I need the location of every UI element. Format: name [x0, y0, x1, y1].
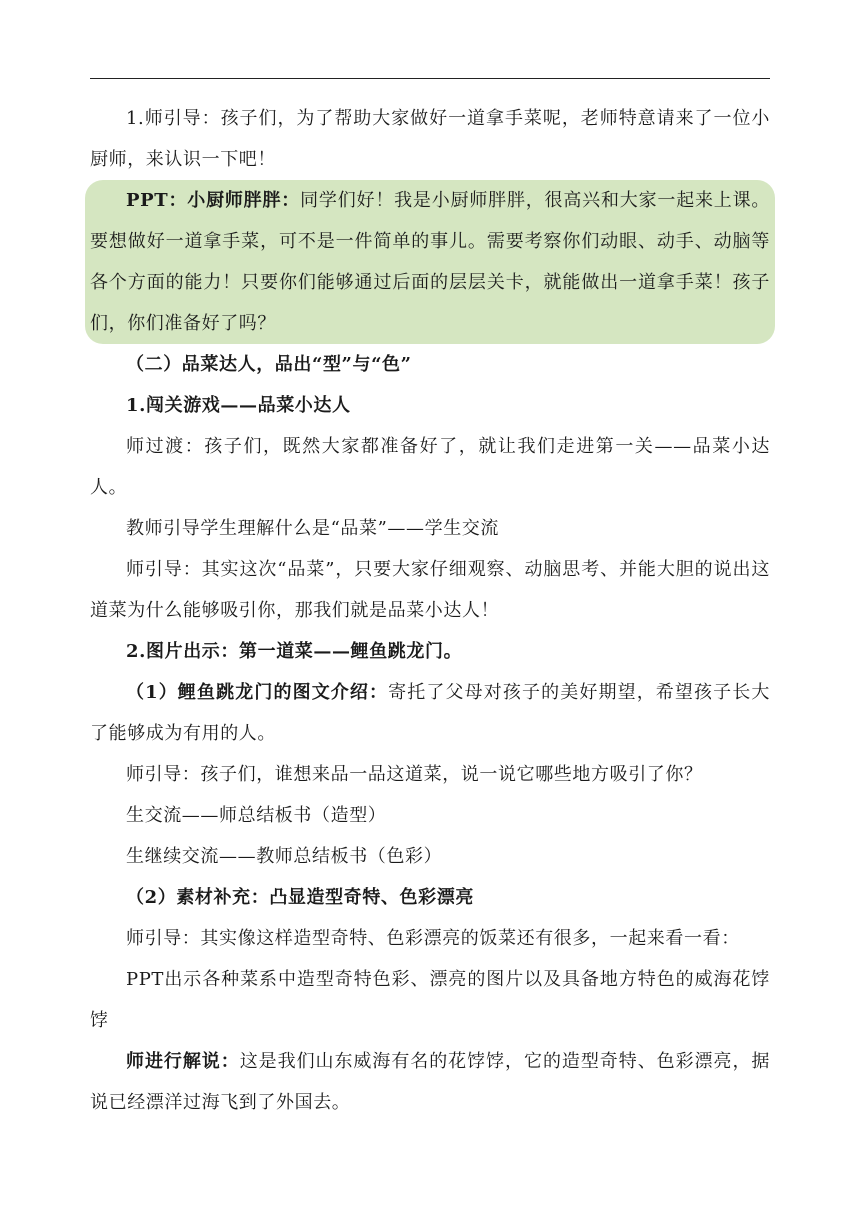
- paragraph-guide-students: 教师引导学生理解什么是“品菜”——学生交流: [126, 518, 500, 539]
- paragraph-teacher-intro: 1.师引导：孩子们，为了帮助大家做好一道拿手菜呢，老师特意请来了一位小厨师，来认识一下吧！: [90, 108, 770, 170]
- paragraph-carp-intro: [90, 672, 770, 754]
- section-heading-2: （二）品菜达人，品出“型”与“色”: [126, 354, 412, 375]
- ppt-chef-text: 同学们好！我是小厨师胖胖，很高兴和大家一起来上课。要想做好一道拿手菜，可不是一件简单的事儿。需要考察你们动眼、动手、动脑等各个方面的能力！只要你们能够通过后面的层层关卡，就能做出一道拿手菜！孩子们，你们准备好了吗？: [90, 190, 771, 334]
- paragraph-ppt-show: PPT出示各种菜系中造型奇特色彩、漂亮的图片以及具备地方特色的威海花饽饽: [90, 969, 770, 1031]
- ppt-chef-label: PPT：小厨师胖胖：: [126, 190, 301, 211]
- paragraph-more-dishes: 师引导：其实像这样造型奇特、色彩漂亮的饭菜还有很多，一起来看一看：: [126, 928, 740, 949]
- paragraph-student-exchange-continued: 生继续交流——教师总结板书（色彩）: [126, 846, 443, 867]
- header-rule: [90, 78, 770, 79]
- subheading-game: 1.闯关游戏——品菜小达人: [126, 395, 351, 416]
- carp-intro-label: （1）鲤鱼跳龙门的图文介绍：: [126, 682, 389, 703]
- paragraph-transition: 师过渡：孩子们，既然大家都准备好了，就让我们走进第一关——品菜小达人。: [90, 436, 770, 498]
- paragraph-ppt-chef: [90, 180, 770, 344]
- highlighted-ppt-block: [85, 180, 775, 344]
- carp-intro-text: 寄托了父母对孩子的美好期望，希望孩子长大了能够成为有用的人。: [90, 682, 770, 744]
- paragraph-teacher-question: 师引导：孩子们，谁想来品一品这道菜，说一说它哪些地方吸引了你？: [126, 764, 703, 785]
- explanation-label: 师进行解说：: [126, 1051, 240, 1072]
- paragraph-student-exchange: 生交流——师总结板书（造型）: [126, 805, 387, 826]
- subheading-material: （2）素材补充：凸显造型奇特、色彩漂亮: [126, 887, 474, 908]
- document-body: [90, 98, 770, 1123]
- subheading-picture: 2.图片出示：第一道菜——鲤鱼跳龙门。: [126, 641, 463, 662]
- paragraph-explanation: [90, 1041, 770, 1123]
- paragraph-teacher-guide: 师引导：其实这次“品菜”，只要大家仔细观察、动脑思考、并能大胆的说出这道菜为什么能够吸引你，那我们就是品菜小达人！: [90, 559, 770, 621]
- explanation-text: 这是我们山东威海有名的花饽饽，它的造型奇特、色彩漂亮，据说已经漂洋过海飞到了外国去。: [90, 1051, 771, 1113]
